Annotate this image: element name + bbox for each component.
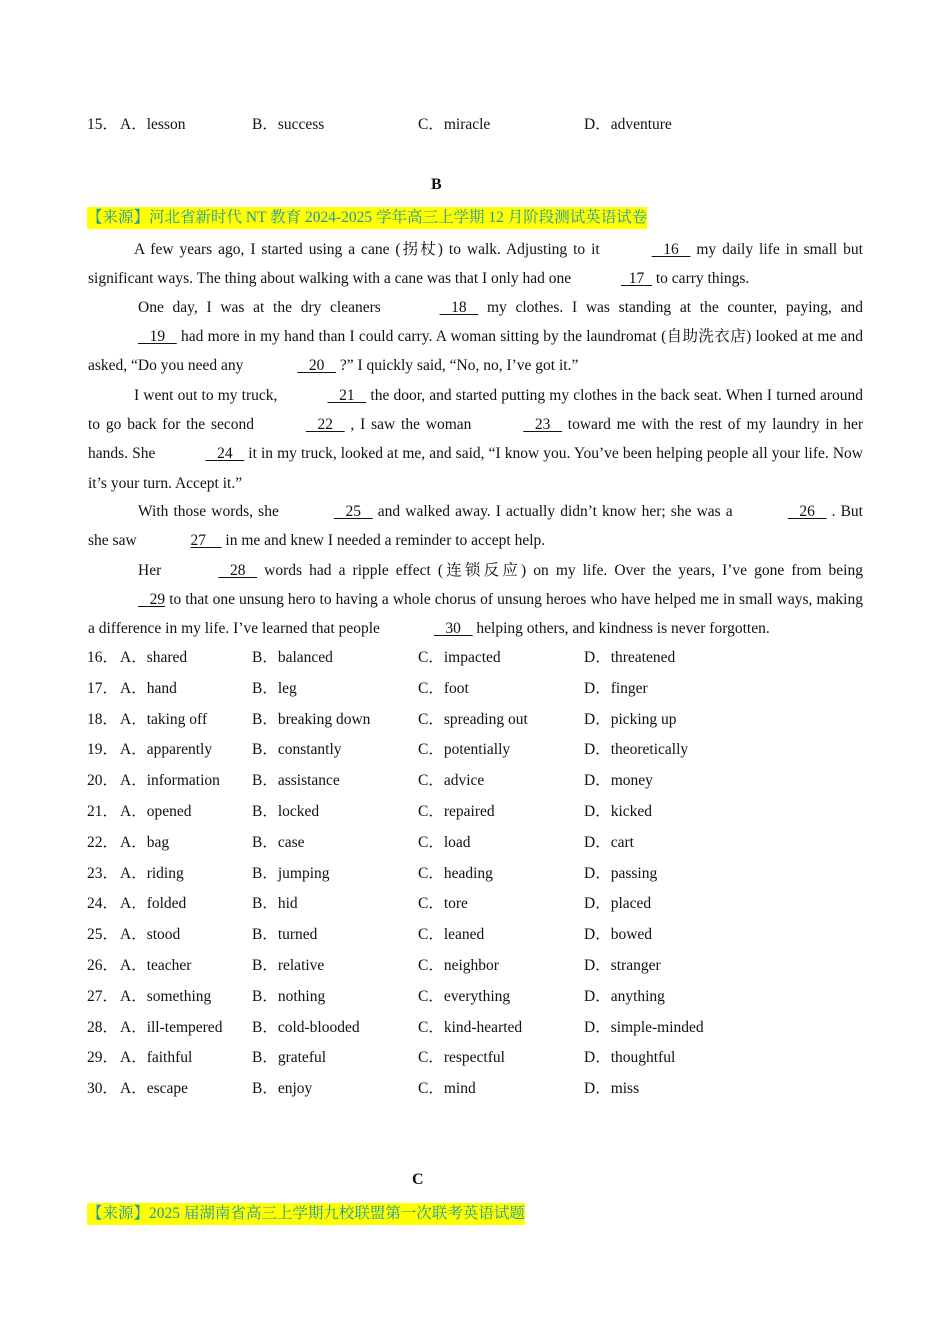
option-b: B．leg [252, 679, 297, 697]
option-d: D．threatened [584, 649, 676, 666]
option-d: D．money [584, 772, 653, 790]
section-c-source: 【来源】2025 届湖南省高三上学期九校联盟第一次联考英语试题 [87, 1203, 525, 1225]
blank-29: 29 [149, 591, 166, 609]
section-c-heading: C [412, 1171, 424, 1188]
option-c: C．heading [418, 864, 493, 882]
option-b: B．locked [252, 803, 320, 820]
option-c: C．kind-hearted [418, 1018, 523, 1036]
option-b: B．balanced [252, 649, 333, 666]
question-number: 15． [87, 116, 119, 133]
option-a: A．shared [120, 649, 188, 666]
option-a: A．stood [120, 926, 181, 944]
question-number: 30． [87, 1080, 119, 1098]
section-b-source: 【来源】河北省新时代 NT 教育 2024-2025 学年高三上学期 12 月阶段测试英语试卷 [87, 207, 647, 229]
option-a: A．escape [120, 1080, 188, 1098]
passage-paragraph-5: Her 28 words had a ripple effect (连锁反应) on my life. Over the years, I’ve gone from being 29 to that one unsung hero to having a whole chorus of unsung heroes who have helped me in small ways, making a difference in my life. I’ve learned that people 30 helping others, and kindness is never forgotten. [88, 556, 863, 644]
question-number: 28． [87, 1018, 119, 1036]
option-b: B．cold-blooded [252, 1018, 360, 1036]
option-c: C．impacted [418, 649, 501, 666]
blank-26: 26 [799, 503, 815, 520]
option-a: A．faithful [120, 1049, 193, 1067]
blank-21: 21 [339, 387, 355, 404]
option-a: A．something [120, 987, 212, 1005]
blank-19: 19 [149, 328, 166, 346]
question-number: 19． [87, 741, 119, 759]
option-b: B．success [252, 116, 325, 133]
option-d: D．anything [584, 987, 665, 1005]
option-a: A．folded [120, 895, 187, 913]
option-a: A．taking off [120, 710, 208, 728]
option-b: B．relative [252, 957, 325, 974]
option-b: B．grateful [252, 1049, 327, 1067]
option-b: B．hid [252, 895, 298, 913]
passage-paragraph-4: With those words, she 25 and walked away. I actually didn’t know her; she was a 26 . But she saw 27 in me and knew I needed a reminder to accept help. [88, 497, 863, 555]
passage-paragraph-1: A few years ago, I started using a cane (拐杖) to walk. Adjusting to it 16 my daily life in small but significant ways. The thing about walking with a cane was that I only had one 17 to carry things. [88, 235, 863, 293]
option-d: D．stranger [584, 957, 661, 974]
option-a: A．bag [120, 833, 170, 851]
option-a: A．lesson [120, 116, 186, 133]
question-number: 25． [87, 926, 119, 944]
option-c: C．load [418, 833, 471, 851]
blank-27: 27 [190, 532, 207, 550]
option-d: D．placed [584, 895, 652, 913]
option-a: A．information [120, 772, 220, 790]
option-b: B．assistance [252, 772, 340, 790]
option-a: A．riding [120, 864, 184, 882]
option-c: C．everything [418, 987, 511, 1005]
option-a: A．hand [120, 679, 177, 697]
blank-30: 30 [445, 620, 461, 638]
option-d: D．simple-minded [584, 1018, 704, 1036]
option-d: D．finger [584, 679, 648, 697]
option-c: C．repaired [418, 803, 495, 820]
option-d: D．thoughtful [584, 1049, 676, 1067]
option-c: C．leaned [418, 926, 485, 944]
option-b: B．case [252, 833, 305, 851]
question-number: 18． [87, 710, 119, 728]
option-c: C．respectful [418, 1049, 505, 1067]
question-number: 22． [87, 833, 119, 851]
option-b: B．enjoy [252, 1080, 313, 1098]
option-b: B．constantly [252, 741, 342, 759]
option-c: C．spreading out [418, 710, 528, 728]
blank-18: 18 [451, 299, 467, 316]
option-b: B．nothing [252, 987, 326, 1005]
passage-paragraph-2: One day, I was at the dry cleaners 18 my clothes. I was standing at the counter, paying, and 19 had more in my hand than I could carry. A woman sitting by the laundromat (自助洗衣店) looked at me and asked, “Do you need any 20 ?” I quickly said, “No, no, I’ve got it.” [88, 293, 863, 381]
question-number: 26． [87, 957, 119, 974]
option-b: B．jumping [252, 864, 330, 882]
blank-25: 25 [345, 503, 362, 520]
question-number: 27． [87, 987, 119, 1005]
blank-20: 20 [308, 357, 325, 375]
option-d: D．adventure [584, 116, 672, 133]
option-b: B．turned [252, 926, 318, 944]
question-number: 24． [87, 895, 119, 913]
blank-22: 22 [317, 416, 333, 434]
option-c: C．mind [418, 1080, 476, 1098]
option-c: C．neighbor [418, 957, 499, 974]
option-c: C．foot [418, 679, 469, 697]
option-d: D．kicked [584, 803, 653, 820]
option-d: D．cart [584, 833, 634, 851]
question-number: 21． [87, 803, 119, 820]
option-d: D．bowed [584, 926, 653, 944]
blank-24: 24 [217, 445, 233, 463]
option-a: A．ill-tempered [120, 1018, 223, 1036]
option-c: C．miracle [418, 116, 491, 133]
option-a: A．apparently [120, 741, 213, 759]
question-number: 20． [87, 772, 119, 790]
section-b-heading: B [431, 176, 442, 193]
passage-paragraph-3: I went out to my truck, 21 the door, and started putting my clothes in the back seat. When I turned around to go back for the second 22 , I saw the woman 23 toward me with the rest of my laundry in her hands. She 24 it in my truck, looked at me, and said, “I know you. You’ve been helping people all your life. Now it’s your turn. Accept it.” [88, 381, 863, 498]
blank-23: 23 [534, 416, 551, 434]
option-d: D．miss [584, 1080, 640, 1098]
option-a: A．opened [120, 803, 192, 820]
option-c: C．potentially [418, 741, 511, 759]
question-number: 16． [87, 649, 119, 666]
question-number: 23． [87, 864, 119, 882]
option-c: C．tore [418, 895, 468, 913]
option-d: D．passing [584, 864, 658, 882]
question-number: 29． [87, 1049, 119, 1067]
blank-17: 17 [628, 270, 645, 288]
option-d: D．picking up [584, 710, 677, 728]
option-b: B．breaking down [252, 710, 371, 728]
option-a: A．teacher [120, 957, 192, 974]
question-number: 17． [87, 679, 119, 697]
blank-16: 16 [663, 241, 679, 258]
blank-28: 28 [229, 562, 246, 579]
option-c: C．advice [418, 772, 485, 790]
option-d: D．theoretically [584, 741, 689, 759]
